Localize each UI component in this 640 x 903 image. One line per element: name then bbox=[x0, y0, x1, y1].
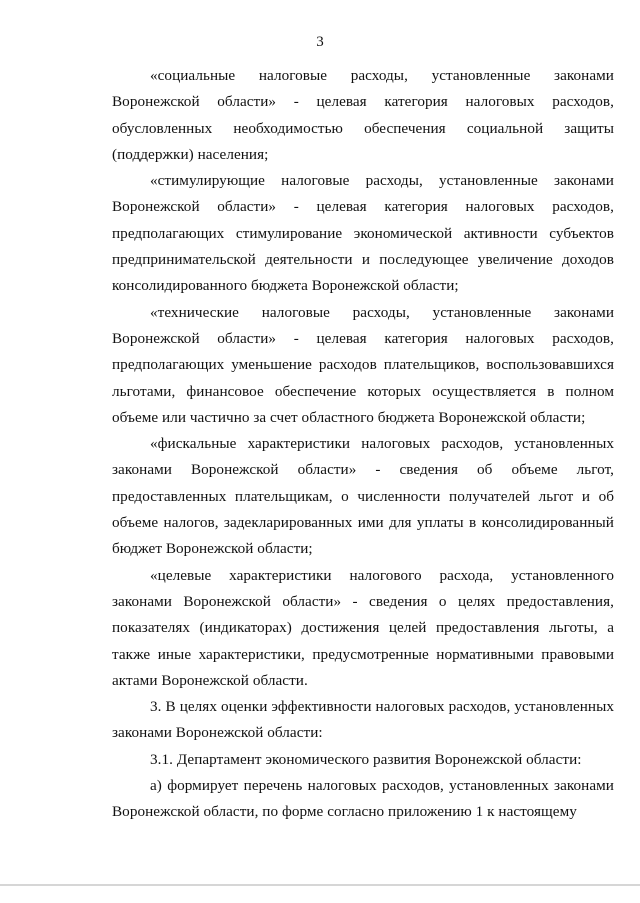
page-number: 3 bbox=[316, 34, 324, 50]
paragraph-technical-tax-expenditures: «технические налоговые расходы, установленные законами Воронежской области» - целевая категория налоговых расходов, предполагающих уменьшение расходов плательщиков, воспользовавшихся льготами, финансовое обеспечение которых осуществляется в полном объеме или частично за счет областного бюджета Воронежской области; bbox=[112, 303, 614, 426]
scan-edge-divider bbox=[0, 884, 640, 886]
paragraph-section-3: 3. В целях оценки эффективности налоговых расходов, установленных законами Воронежской области: bbox=[112, 698, 614, 742]
document-body bbox=[112, 63, 614, 826]
paragraph-fiscal-characteristics: «фискальные характеристики налоговых расходов, установленных законами Воронежской области» - сведения об объеме льгот, предоставленных плательщикам, о численности получателей льгот и об объеме налогов, задекларированных ими для уплаты в консолидированный бюджет Воронежской области; bbox=[112, 435, 614, 558]
paragraph-section-3-1: 3.1. Департамент экономического развития Воронежской области: bbox=[150, 750, 582, 768]
paragraph-item-a: а) формирует перечень налоговых расходов, установленных законами Воронежской области, по форме согласно приложению 1 к настоящему bbox=[112, 777, 614, 821]
paragraph-target-characteristics: «целевые характеристики налогового расхода, установленного законами Воронежской области» - сведения о целях предоставления, показателях (индикаторах) достижения целей предоставления льготы, а также иные характеристики, предусмотренные нормативными правовыми актами Воронежской области. bbox=[112, 566, 614, 689]
paragraph-social-tax-expenditures: «социальные налоговые расходы, установленные законами Воронежской области» - целевая категория налоговых расходов, обусловленных необходимостью обеспечения социальной защиты (поддержки) населения; bbox=[112, 67, 614, 163]
paragraph-stimulating-tax-expenditures: «стимулирующие налоговые расходы, установленные законами Воронежской области» - целевая категория налоговых расходов, предполагающих стимулирование экономической активности субъектов предпринимательской деятельности и последующее увеличение доходов консолидированного бюджета Воронежской области; bbox=[112, 172, 614, 295]
